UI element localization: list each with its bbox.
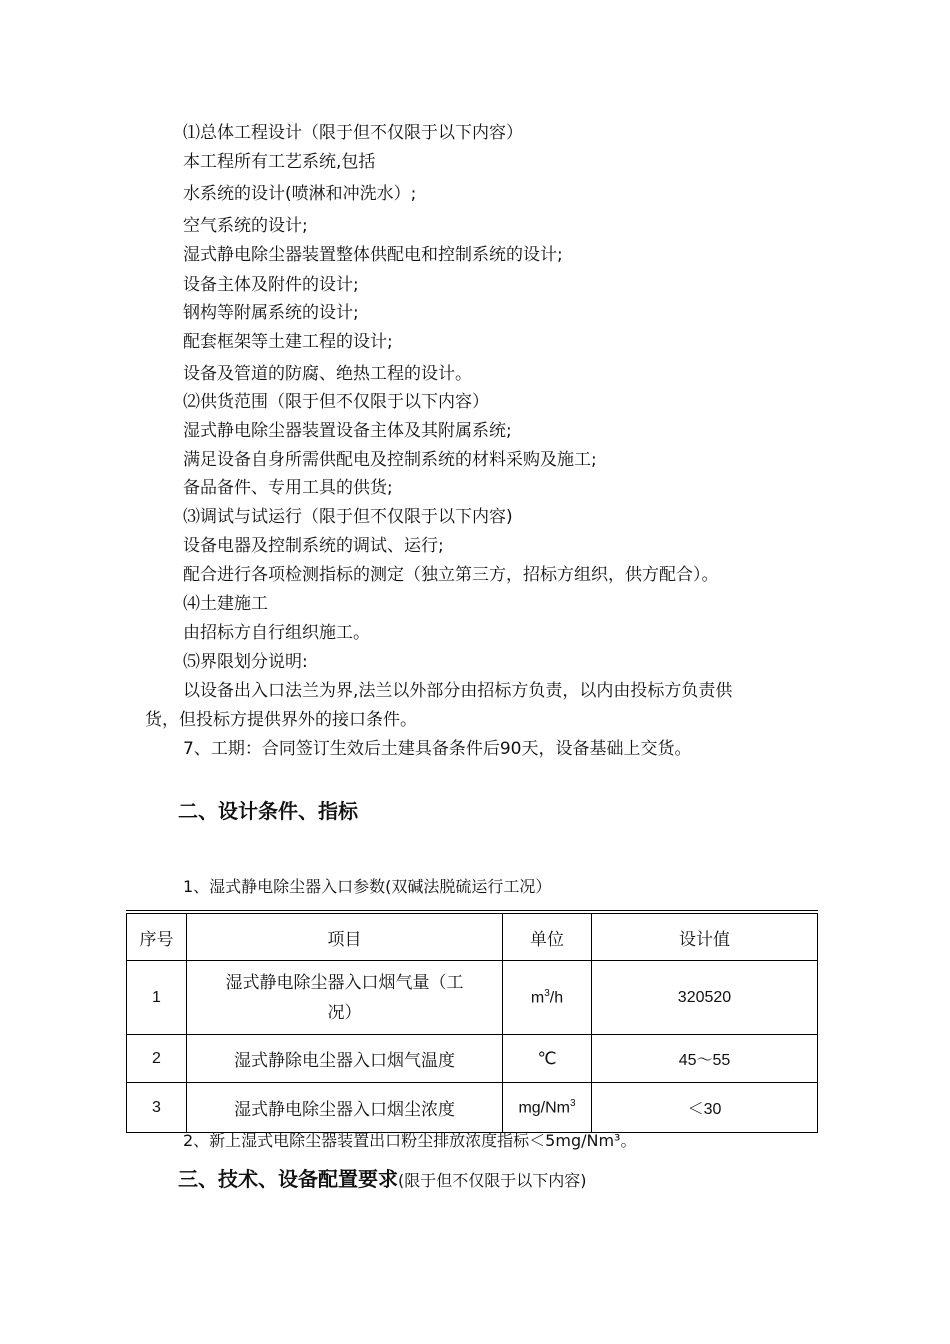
table-caption: 1、湿式静电除尘器入口参数(双碱法脱硫运行工况） xyxy=(183,877,552,896)
unit-exponent: 3 xyxy=(570,1097,576,1109)
doc-line-2: 本工程所有工艺系统,包括 xyxy=(183,152,376,172)
section-2-title: 二、设计条件、指标 xyxy=(178,799,358,823)
cell-item-line-2: 况） xyxy=(327,1002,362,1023)
doc-line-19: ⑸界限划分说明: xyxy=(183,652,308,672)
section-3-title xyxy=(178,1163,587,1192)
boundary-line-1: 以设备出入口法兰为界,法兰以外部分由招标方负责，以内由投标方负责供 xyxy=(183,681,733,701)
doc-line-14: ⑶调试与试运行（限于但不仅限于以下内容) xyxy=(183,507,513,527)
doc-line-11: 湿式静电除尘器装置设备主体及其附属系统; xyxy=(183,421,512,441)
cell-item-line-1: 湿式静电除尘器入口烟气量（工 xyxy=(225,972,464,993)
table-row xyxy=(127,1083,818,1133)
col-header-no: 序号 xyxy=(127,912,187,961)
cell-value: 320520 xyxy=(592,961,818,1035)
emission-limit-line: 2、新上湿式电除尘器装置出口粉尘排放浓度指标＜5mg/Nm³。 xyxy=(183,1131,637,1150)
table-header-row xyxy=(127,912,818,961)
doc-line-16: 配合进行各项检测指标的测定（独立第三方，招标方组织，供方配合）。 xyxy=(183,565,719,585)
doc-line-8: 配套框架等土建工程的设计; xyxy=(183,332,393,352)
doc-line-5: 湿式静电除尘器装置整体供配电和控制系统的设计; xyxy=(183,245,563,265)
table-row xyxy=(127,961,818,1035)
cell-value: 45～55 xyxy=(592,1035,818,1083)
cell-item: 湿式静除电尘器入口烟气温度 xyxy=(187,1035,503,1083)
doc-line-13: 备品备件、专用工具的供货; xyxy=(183,478,393,498)
cell-item: 湿式静电除尘器入口烟尘浓度 xyxy=(187,1083,503,1133)
unit-base: mg/Nm xyxy=(518,1099,570,1117)
unit-tail: /h xyxy=(549,989,564,1007)
boundary-line-2: 货，但投标方提供界外的接口条件。 xyxy=(145,710,417,730)
col-header-value: 设计值 xyxy=(592,912,818,961)
unit-base: m xyxy=(530,989,545,1007)
doc-line-7: 钢构等附属系统的设计; xyxy=(183,303,359,323)
doc-line-9: 设备及管道的防腐、绝热工程的设计。 xyxy=(183,364,472,384)
doc-line-17: ⑷土建施工 xyxy=(183,594,268,614)
doc-line-12: 满足设备自身所需供配电及控制系统的材料采购及施工; xyxy=(183,450,597,470)
doc-line-6: 设备主体及附件的设计; xyxy=(183,275,359,295)
cell-no: 1 xyxy=(127,961,187,1035)
cell-unit: ℃ xyxy=(503,1035,592,1083)
doc-line-3: 水系统的设计(喷淋和冲洗水）; xyxy=(183,184,417,204)
doc-line-15: 设备电器及控制系统的调试、运行; xyxy=(183,536,444,556)
cell-item xyxy=(187,961,503,1035)
col-header-unit: 单位 xyxy=(503,912,592,961)
doc-line-18: 由招标方自行组织施工。 xyxy=(183,623,370,643)
schedule-line: 7、工期：合同签订生效后土建具备条件后90天，设备基础上交货。 xyxy=(183,739,692,759)
unit-exponent: 3 xyxy=(544,987,550,999)
col-header-item: 项目 xyxy=(187,912,503,961)
cell-value: ＜30 xyxy=(592,1083,818,1133)
doc-line-10: ⑵供货范围（限于但不仅限于以下内容） xyxy=(183,392,489,412)
cell-unit xyxy=(503,961,592,1035)
doc-line-1: ⑴总体工程设计（限于但不仅限于以下内容） xyxy=(183,123,523,143)
section-3-note: (限于但不仅限于以下内容) xyxy=(398,1171,587,1190)
table-row xyxy=(127,1035,818,1083)
doc-line-4: 空气系统的设计; xyxy=(183,216,308,236)
cell-unit xyxy=(503,1083,592,1133)
inlet-parameter-table xyxy=(126,910,818,1133)
cell-no: 2 xyxy=(127,1035,187,1083)
cell-no: 3 xyxy=(127,1083,187,1133)
section-3-heading: 三、技术、设备配置要求 xyxy=(178,1167,398,1191)
